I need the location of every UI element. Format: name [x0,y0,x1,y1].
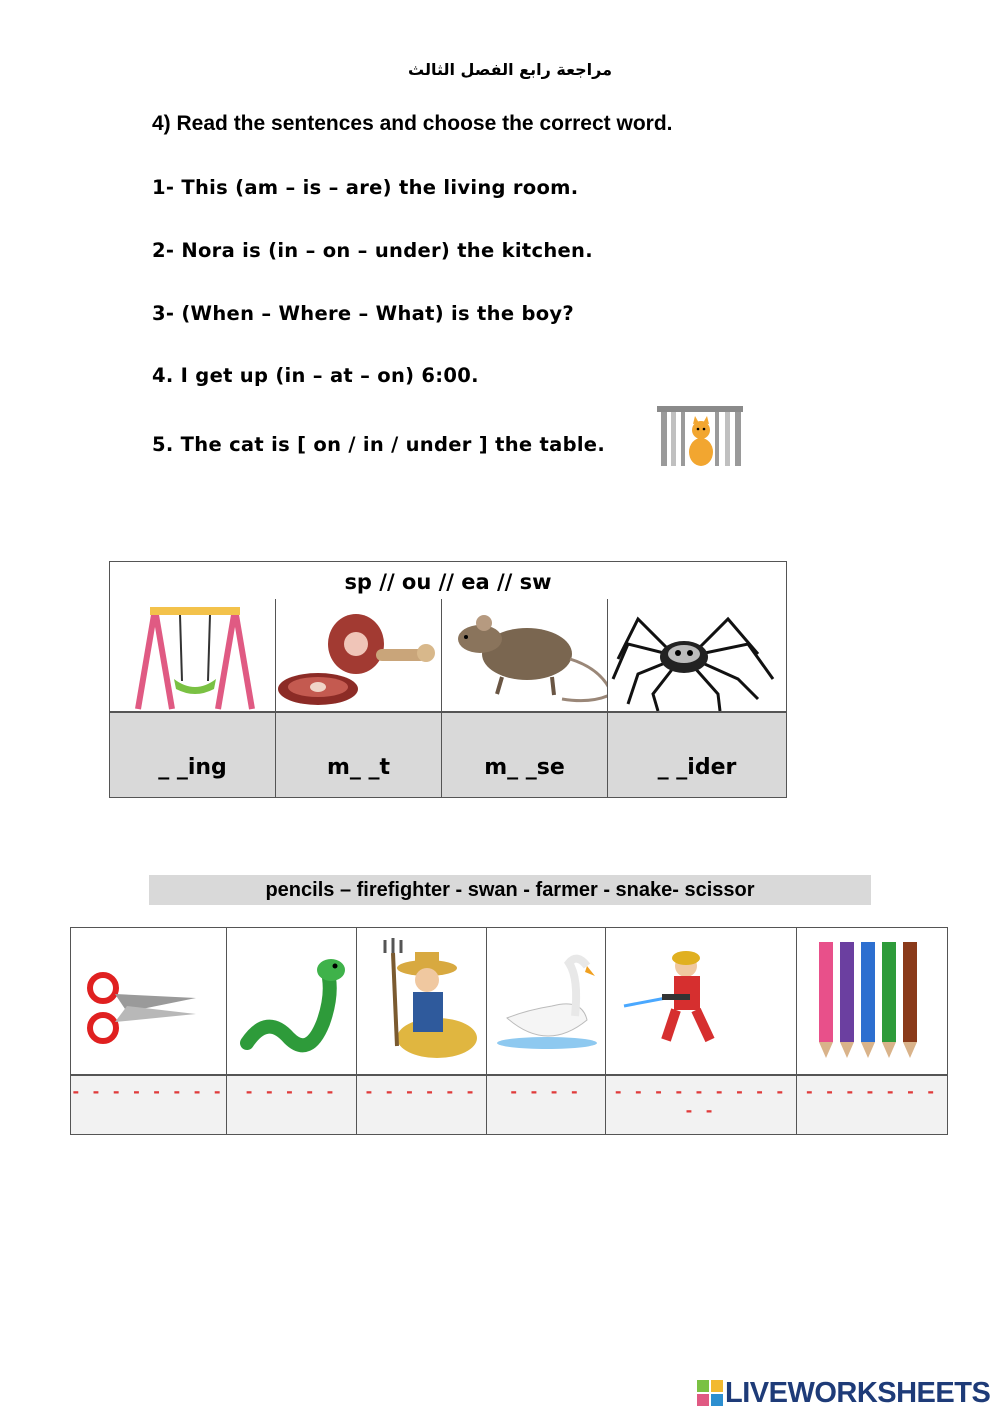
snake-icon [226,927,357,1075]
blank-firefighter[interactable]: - - - - - - - - - - - [605,1075,797,1135]
liveworksheets-logo [697,1376,990,1410]
mouse-icon [441,599,609,712]
scissors-icon [70,927,227,1075]
farmer-icon [356,927,487,1075]
cat-under-table-icon [655,404,747,468]
spider-icon [607,599,787,712]
page-title: مراجعة رابع الفصل الثالث [408,60,612,79]
blank-swan[interactable]: - - - - [486,1075,606,1135]
blank-pencils[interactable]: - - - - - - - [796,1075,948,1135]
swan-icon [486,927,606,1075]
sentence-5: 5. The cat is [ on / in / under ] the table. [152,433,606,456]
sentence-4: 4. I get up (in – at – on) 6:00. [152,364,479,387]
word-bank: pencils – firefighter - swan - farmer - snake- scissor [149,875,871,905]
firefighter-icon [605,927,797,1075]
sentence-1: 1- This (am – is – are) the living room. [152,176,579,199]
phonics-header: sp // ou // ea // sw [109,561,787,601]
phonics-word-4[interactable]: _ _ider [607,712,787,798]
pencils-icon [796,927,948,1075]
blank-scissors[interactable]: - - - - - - - - [70,1075,227,1135]
phonics-table [109,561,787,800]
blank-snake[interactable]: - - - - - [226,1075,357,1135]
logo-text: LIVEWORKSHEETS [725,1376,991,1409]
phonics-word-2[interactable]: m_ _t [275,712,442,798]
sentence-2: 2- Nora is (in – on – under) the kitchen. [152,239,593,262]
phonics-word-3[interactable]: m_ _se [441,712,608,798]
sentence-3: 3- (When – Where – What) is the boy? [152,302,575,325]
blank-farmer[interactable]: - - - - - - [356,1075,487,1135]
logo-mark-icon [697,1380,723,1406]
meat-icon [275,599,443,712]
section-instruction: 4) Read the sentences and choose the correct word. [152,112,673,135]
phonics-word-1[interactable]: _ _ing [109,712,276,798]
swing-icon [109,599,277,712]
